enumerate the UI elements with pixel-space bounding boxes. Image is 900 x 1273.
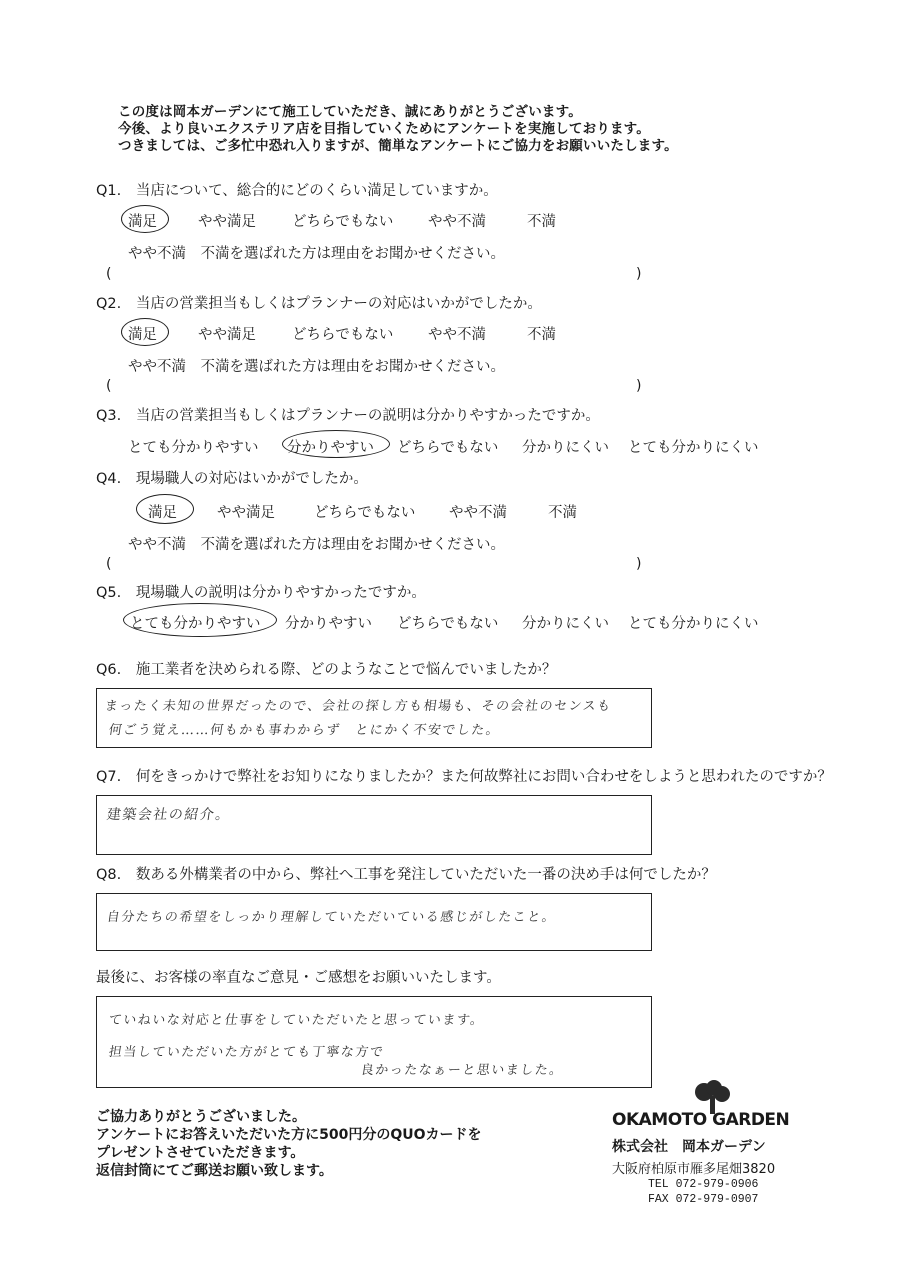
q3-option-5[interactable]: とても分かりにくい (628, 440, 759, 456)
q6-answer-line-2: 何ごう覚え……何もかも事わからず とにかく不安でした。 (107, 723, 502, 738)
q4-option-1[interactable]: 満足 (148, 505, 177, 521)
q7-question (96, 765, 832, 786)
intro-line-1: この度は岡本ガーデンにて施工していただき、誠にありがとうございます。 (118, 104, 582, 120)
company-name: 株式会社 岡本ガーデン (612, 1139, 766, 1155)
company-logo-text: OKAMOTO GARDEN (612, 1110, 790, 1130)
q4-reason-prompt: やや不満 不満を選ばれた方は理由をお聞かせください。 (128, 537, 505, 553)
q4-label: Q4. (96, 471, 122, 487)
q3-text: 当店の営業担当もしくはプランナーの説明は分かりやすかったですか。 (135, 408, 600, 424)
q4-text: 現場職人の対応はいかがでしたか。 (135, 471, 368, 487)
q7-label: Q7. (96, 769, 122, 785)
q2-paren-open: ( (106, 378, 112, 394)
company-address: 大阪府柏原市雁多尾畑3820 (612, 1162, 776, 1177)
q5-option-4[interactable]: 分かりにくい (522, 616, 609, 632)
company-tel: TEL 072-979-0906 (648, 1178, 759, 1191)
intro-line-2: 今後、より良いエクステリア店を目指していくためにアンケートを実施しております。 (118, 121, 651, 137)
q7-answer-box[interactable] (96, 795, 652, 855)
final-answer-box[interactable] (96, 996, 652, 1088)
q4-option-4[interactable]: やや不満 (449, 505, 507, 521)
q3-option-3[interactable]: どちらでもない (397, 440, 499, 456)
q3-question (96, 404, 600, 425)
final-question: 最後に、お客様の率直なご意見・ご感想をお願いいたします。 (96, 970, 501, 986)
footer-quo-line: アンケートにお答えいただいた方に500円分のQUOカードを (96, 1127, 482, 1143)
q3-option-1[interactable]: とても分かりやすい (128, 440, 259, 456)
q1-question (96, 179, 498, 200)
q1-reason-prompt: やや不満 不満を選ばれた方は理由をお聞かせください。 (128, 246, 505, 262)
q5-option-1[interactable]: とても分かりやすい (130, 616, 261, 632)
q8-label: Q8. (96, 867, 122, 883)
q6-text: 施工業者を決められる際、どのようなことで悩んでいましたか？ (135, 662, 557, 678)
q8-question (96, 863, 716, 884)
q5-option-2[interactable]: 分かりやすい (285, 616, 372, 632)
q2-paren-close: ) (636, 378, 642, 394)
q6-question (96, 658, 556, 679)
q5-option-3[interactable]: どちらでもない (397, 616, 499, 632)
footer-thanks: ご協力ありがとうございました。 (96, 1109, 306, 1125)
q1-selected-circle (121, 205, 169, 233)
q4-option-5[interactable]: 不満 (548, 505, 577, 521)
tree-logo-icon (690, 1080, 734, 1114)
q3-option-2[interactable]: 分かりやすい (287, 440, 374, 456)
q1-option-5[interactable]: 不満 (527, 214, 556, 230)
q5-selected-circle (123, 603, 277, 637)
q5-question (96, 581, 426, 602)
q1-text: 当店について、総合的にどのくらい満足していますか。 (135, 183, 498, 199)
q4-question (96, 467, 368, 488)
q1-option-3[interactable]: どちらでもない (292, 214, 394, 230)
q7-answer: 建築会社の紹介。 (105, 807, 232, 823)
q2-option-2[interactable]: やや満足 (198, 327, 256, 343)
q5-option-5[interactable]: とても分かりにくい (628, 616, 759, 632)
q3-label: Q3. (96, 408, 122, 424)
q1-paren-close: ) (636, 266, 642, 282)
q6-label: Q6. (96, 662, 122, 678)
final-answer-line-1: ていねいな対応と仕事をしていただいたと思っています。 (107, 1013, 486, 1028)
q4-paren-close: ) (636, 556, 642, 572)
q5-label: Q5. (96, 585, 122, 601)
final-answer-line-3: 良かったなぁーと思いました。 (359, 1063, 565, 1078)
q1-label: Q1. (96, 183, 122, 199)
q2-option-5[interactable]: 不満 (527, 327, 556, 343)
q1-option-1[interactable]: 満足 (128, 214, 157, 230)
footer-return-line: 返信封筒にてご郵送お願い致します。 (96, 1163, 333, 1179)
q1-option-4[interactable]: やや不満 (428, 214, 486, 230)
q4-paren-open: ( (106, 556, 112, 572)
q2-option-3[interactable]: どちらでもない (292, 327, 394, 343)
company-fax: FAX 072-979-0907 (648, 1193, 759, 1206)
q5-text: 現場職人の説明は分かりやすかったですか。 (135, 585, 426, 601)
q7-text: 何をきっかけで弊社をお知りになりましたか？また何故弊社にお問い合わせをしようと思われたのですか？ (135, 769, 832, 785)
q2-option-1[interactable]: 満足 (128, 327, 157, 343)
q4-option-2[interactable]: やや満足 (217, 505, 275, 521)
q6-answer-box[interactable] (96, 688, 652, 748)
footer-present-line: プレゼントさせていただきます。 (96, 1145, 305, 1161)
q2-label: Q2. (96, 296, 122, 312)
q4-option-3[interactable]: どちらでもない (314, 505, 416, 521)
q8-answer-box[interactable] (96, 893, 652, 951)
q2-question (96, 292, 542, 313)
q2-reason-prompt: やや不満 不満を選ばれた方は理由をお聞かせください。 (128, 359, 505, 375)
q2-text: 当店の営業担当もしくはプランナーの対応はいかがでしたか。 (135, 296, 542, 312)
q8-text: 数ある外構業者の中から、弊社へ工事を発注していただいた一番の決め手は何でしたか？ (135, 867, 716, 883)
q1-option-2[interactable]: やや満足 (198, 214, 256, 230)
final-answer-line-2: 担当していただいた方がとても丁寧な方で (107, 1045, 386, 1060)
q2-option-4[interactable]: やや不満 (428, 327, 486, 343)
q8-answer: 自分たちの希望をしっかり理解していただいている感じがしたこと。 (105, 910, 558, 925)
q6-answer-line-1: まったく未知の世界だったので、会社の探し方も相場も、その会社のセンスも (103, 699, 613, 714)
q2-selected-circle (121, 318, 169, 346)
intro-line-3: つきましては、ご多忙中恐れ入りますが、簡単なアンケートにご協力をお願いいたします。 (118, 138, 678, 154)
q3-selected-circle (282, 430, 390, 458)
q3-option-4[interactable]: 分かりにくい (522, 440, 609, 456)
q1-paren-open: ( (106, 266, 112, 282)
q4-selected-circle (136, 494, 194, 524)
